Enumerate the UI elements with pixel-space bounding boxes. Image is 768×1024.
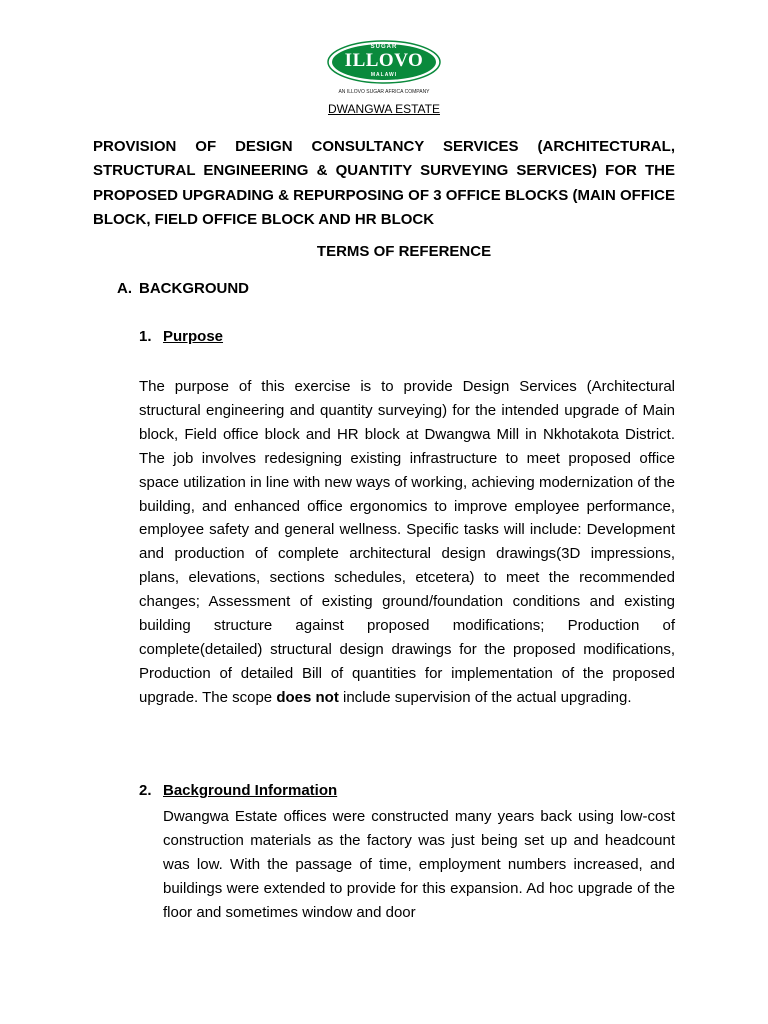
illovo-logo xyxy=(322,38,446,100)
section-a-label: BACKGROUND xyxy=(139,280,249,297)
section-1-bold-text: does not xyxy=(276,688,339,706)
section-a-heading xyxy=(117,280,249,297)
section-1-text: The purpose of this exercise is to provide Design Services (Architectural structural engineering and quantity surveying) for the intended upgrade of Main block, Field office block and HR block at Dwangwa Mill in Nkhotakota District. The job involves redesigning existing infrastructure to meet proposed office space utilization in line with new ways of working, achieving modernization of the building, and enhanced office ergonomics to improve employee performance, employee safety and general wellness. Specific tasks will include: Development and production of complete architectural design drawings(3D impressions, plans, elevations, sections schedules, etcetera) to meet the recommended changes; Assessment of existing ground/foundation conditions and existing building structure against proposed modifications; Production of complete(detailed) structural design drawings for the proposed modifications, Production of detailed Bill of quantities for implementation of the proposed upgrade. The scope xyxy=(139,378,675,706)
document-subtitle: TERMS OF REFERENCE xyxy=(316,243,492,260)
section-2-number: 2. xyxy=(139,782,152,799)
logo-sugar-text: SUGAR xyxy=(370,44,398,50)
section-1-number: 1. xyxy=(139,328,152,345)
section-1-title: Purpose xyxy=(163,328,224,345)
logo-illovo-text: ILLOVO xyxy=(344,50,424,71)
section-2-heading xyxy=(139,782,337,799)
section-1-body xyxy=(139,375,675,710)
section-2-text: Dwangwa Estate offices were constructed many years back using low-cost construction materials as the factory was just being set up and headcount was low. With the passage of time, employment numbers increased, and buildings were extended to provide for this expansion. Ad hoc upgrade of the floor and sometimes window and door xyxy=(163,808,675,921)
section-2-body xyxy=(163,805,675,925)
section-2-title: Background Information xyxy=(163,782,338,799)
estate-name: DWANGWA ESTATE xyxy=(327,102,440,116)
logo-malawi-text: MALAWI xyxy=(370,72,398,78)
section-1-heading xyxy=(139,328,223,345)
section-1-text-end: include supervision of the actual upgrading. xyxy=(343,688,632,706)
section-a-number: A. xyxy=(117,280,132,297)
document-title: PROVISION OF DESIGN CONSULTANCY SERVICES (ARCHITECTURAL, STRUCTURAL ENGINEERING & QUANTITY SURVEYING SERVICES) FOR THE PROPOSED UPGRADING & REPURPOSING OF 3 OFFICE BLOCKS (MAIN OFFICE BLOCK, FIELD OFFICE BLOCK AND HR BLOCK xyxy=(93,138,675,228)
logo-tagline: AN ILLOVO SUGAR AFRICA COMPANY xyxy=(338,89,430,95)
